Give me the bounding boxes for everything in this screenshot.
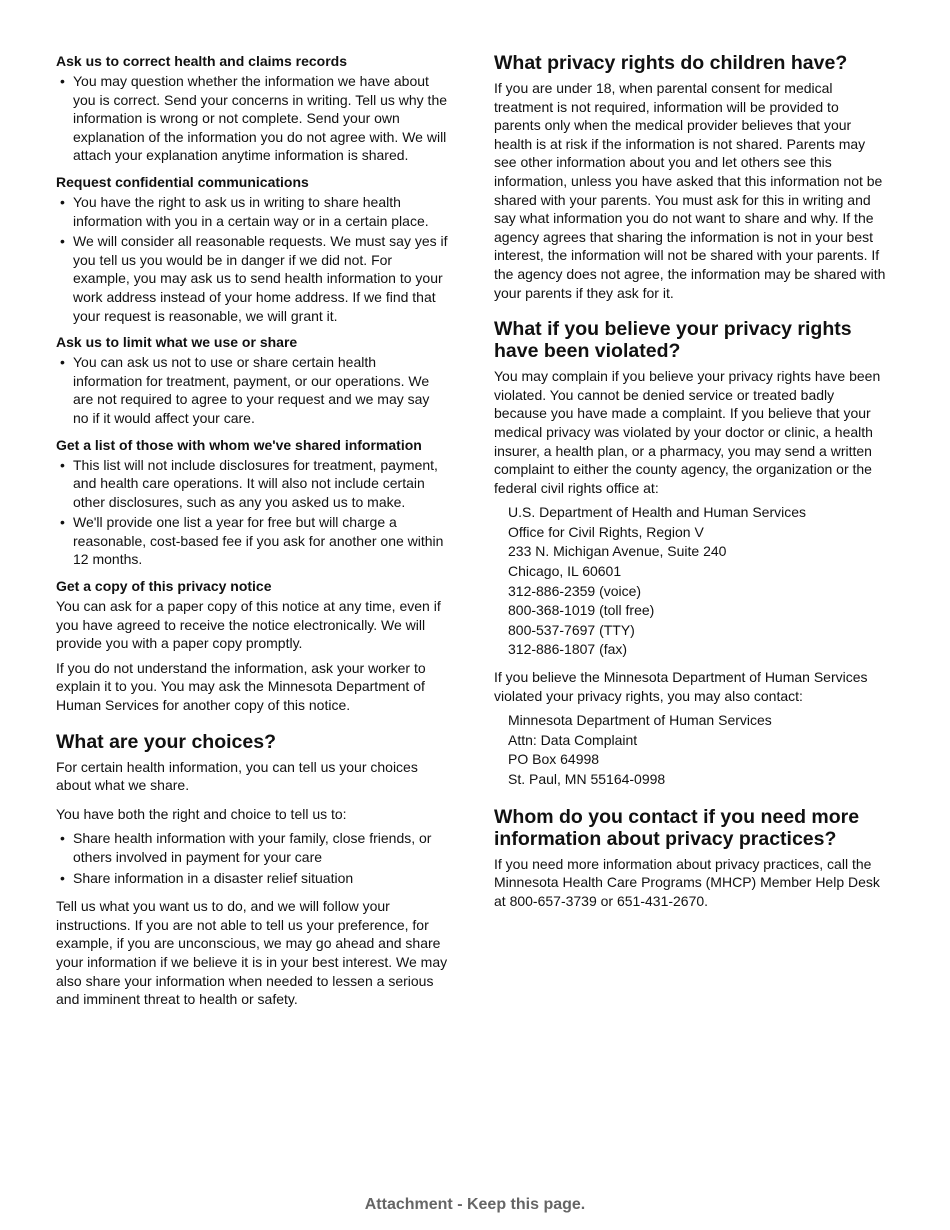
address-line: Chicago, IL 60601 (508, 563, 622, 580)
bullet-glyph: • (60, 233, 65, 250)
bullet-glyph: • (60, 514, 65, 531)
list-item-text: Share information in a disaster relief situation (73, 869, 354, 886)
confidential-heading: Request confidential communications (56, 173, 309, 190)
confidential-list (56, 193, 448, 325)
bullet-glyph: • (60, 456, 65, 473)
bullet-glyph: • (60, 193, 65, 210)
list-item (56, 456, 448, 512)
list-item (56, 869, 448, 888)
phone-line: 800-368-1019 (toll free) (508, 602, 655, 619)
contact-heading: Whom do you contact if you need more information about privacy practices? (494, 805, 860, 850)
list-item-text: You have the right to ask us in writing to share health information with you in a certain way or in a certain place. (73, 193, 429, 229)
choices-list (56, 829, 448, 887)
list-item (56, 72, 448, 165)
bullet-glyph: • (60, 869, 65, 886)
choices-heading: What are your choices? (56, 730, 276, 753)
address-line: PO Box 64998 (508, 751, 600, 768)
violated-paragraph-2: If you believe the Minnesota Department of Human Services violated your privacy rights, you may also contact: (494, 669, 868, 704)
correct-records-heading: Ask us to correct health and claims records (56, 53, 347, 69)
list-item-text: You may question whether the information we have about you is correct. Send your concerns in writing. Tell us why the information is wrong or not complete. Send your own explanation of the information you do not agree with. We will attach your explanation anytime information is shared. (73, 73, 448, 164)
address-line: Attn: Data Complaint (508, 731, 638, 748)
limit-list (56, 353, 448, 427)
choices-intro: You have both the right and choice to tell us to: (56, 805, 347, 822)
bullet-glyph: • (60, 73, 65, 89)
children-paragraph: If you are under 18, when parental consent for medical treatment is not required, information will be provided to parents only when the medical provider believes that your health is at risk if the information is not shared. Parents may see other information about you and let others see this information, unless you have asked that this information not be shared with your parents. You must ask for this in writing and say what information you do not want to share and why. If the agency agrees that sharing the information is not in your best interest, the information will not be shared with your parents. If the agency does not agree, the information may be shared with your parents if they ask for it. (494, 80, 886, 301)
list-item (56, 232, 448, 325)
hhs-address-block (508, 503, 886, 660)
left-column (56, 52, 448, 1015)
address-line: Office for Civil Rights, Region V (508, 523, 704, 540)
phone-line: 800-537-7697 (TTY) (508, 621, 635, 638)
list-item-text: Share health information with your family, close friends, or others involved in payment for your care (73, 830, 432, 865)
page-footer: Attachment - Keep this page. (364, 1196, 586, 1213)
copy-notice-heading: Get a copy of this privacy notice (56, 578, 272, 595)
list-item (56, 353, 448, 427)
bullet-glyph: • (60, 830, 65, 847)
copy-notice-paragraph-2: If you do not understand the information, ask your worker to explain it to you. You may ask the Minnesota Department of Human Services for another copy of this notice. (56, 659, 426, 714)
bullet-glyph: • (60, 354, 65, 371)
address-line: U.S. Department of Health and Human Services (508, 504, 807, 521)
children-heading: What privacy rights do children have? (494, 52, 848, 74)
choices-paragraph-3: Tell us what you want us to do, and we will follow your instructions. If you are not able to tell us your preference, for example, if you are unconscious, we may go ahead and share your information if we believe it is in your best interest. We may also share your information when needed to lessen a serious and imminent threat to health or safety. (56, 898, 448, 1008)
list-item (56, 193, 448, 230)
correct-records-list (56, 72, 448, 165)
list-shared-heading: Get a list of those with whom we've shared information (56, 436, 422, 453)
list-item-text: We'll provide one list a year for free but will charge a reasonable, cost-based fee if you ask for another one within 12 months. (73, 514, 444, 568)
list-item (56, 513, 448, 569)
contact-paragraph: If you need more information about privacy practices, call the Minnesota Health Care Programs (MHCP) Member Help Desk at 800-657-3739 or 651-431-2670. (494, 855, 880, 909)
dhs-address-block (508, 711, 886, 789)
violated-paragraph: You may complain if you believe your privacy rights have been violated. You cannot be denied service or treated badly because you have made a complaint. If you believe that your medical privacy was violated by your doctor or clinic, a health insurer, a health plan, or a pharmacy, you may send a written complaint to either the county agency, the organization or the federal civil rights office at: (494, 368, 881, 496)
right-column (494, 52, 886, 916)
address-line: Minnesota Department of Human Services (508, 712, 772, 729)
list-item-text: We will consider all reasonable requests. We must say yes if you tell us you would be in danger if we did not. For example, you may ask us to send health information to your work address instead of your home address. If we find that your request is reasonable, we will grant it. (73, 233, 448, 324)
limit-heading: Ask us to limit what we use or share (56, 334, 298, 351)
copy-notice-paragraph: You can ask for a paper copy of this notice at any time, even if you have agreed to receive the notice electronically. We will provide you with a paper copy promptly. (56, 598, 441, 652)
list-item-text: This list will not include disclosures for treatment, payment, and health care operations. It will also not include certain other disclosures, such as any you asked us to make. (73, 456, 438, 510)
phone-line: 312-886-1807 (fax) (508, 641, 628, 658)
address-line: 233 N. Michigan Avenue, Suite 240 (508, 543, 727, 560)
choices-paragraph: For certain health information, you can tell us your choices about what we share. (56, 758, 418, 794)
phone-line: 312-886-2359 (voice) (508, 582, 642, 599)
list-item (56, 829, 448, 866)
violated-heading: What if you believe your privacy rights have been violated? (494, 318, 852, 363)
list-shared-list (56, 456, 448, 570)
list-item-text: You can ask us not to use or share certain health information for treatment, payment, or our operations. We are not required to agree to your request and we may say no if it would affect your care. (73, 354, 430, 426)
address-line: St. Paul, MN 55164-0998 (508, 771, 666, 787)
